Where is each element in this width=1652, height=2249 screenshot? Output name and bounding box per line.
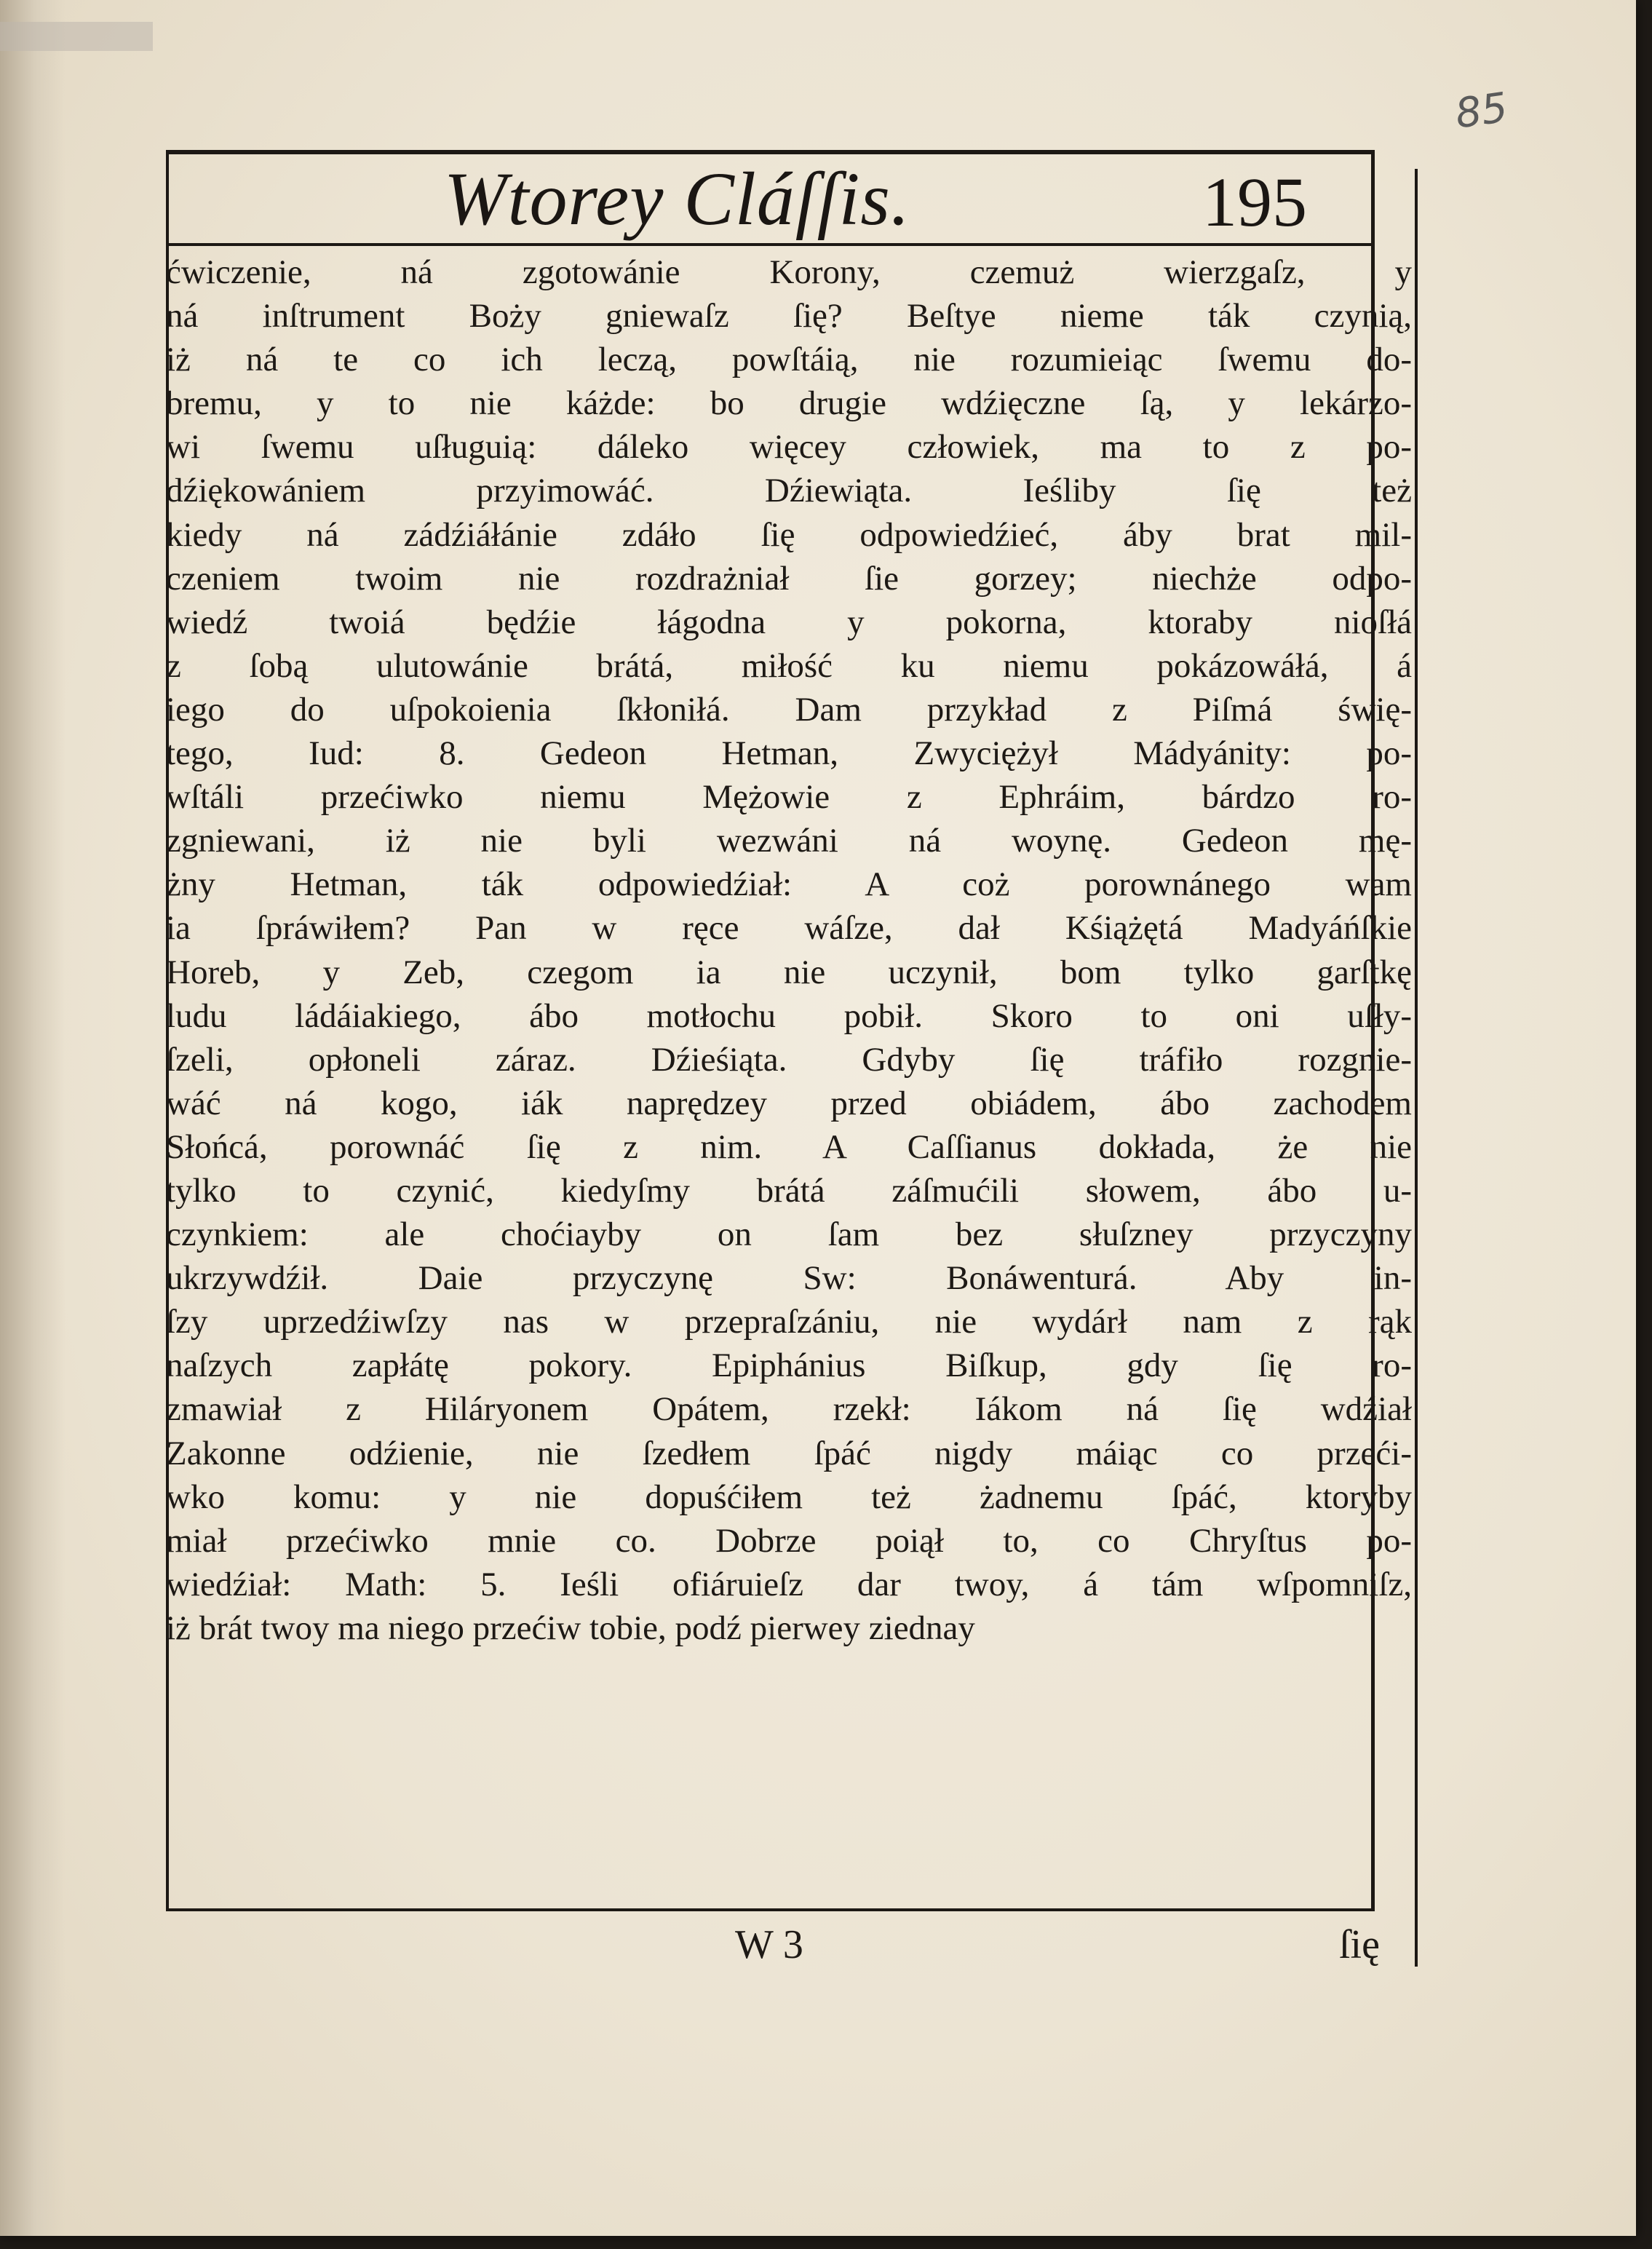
- text-line: naſzych zapłátę pokory. Epiphánius Biſkup, gdy ſię ro-: [166, 1346, 1412, 1385]
- page-number: 195: [1202, 163, 1307, 241]
- text-line: wiedźiał: Math: 5. Ieśli ofiáruieſz dar twoy, á tám wſpomniſz,: [166, 1565, 1412, 1603]
- text-line: wi ſwemu uſługuią: dáleko więcey człowiek, ma to z po-: [166, 428, 1412, 467]
- text-line: zmawiał z Hiláryonem Opátem, rzekł: Iákom ná ſię wdźiał: [166, 1390, 1412, 1429]
- page-gutter-shadow: [0, 0, 65, 2236]
- text-line: miał przećiwko mnie co. Dobrze poiął to, co Chryſtus po-: [166, 1521, 1412, 1560]
- text-line: ćwiczenie, ná zgotowánie Korony, czemuż wierzgaſz, y: [166, 253, 1412, 291]
- text-line: czynkiem: ale choćiayby on ſam bez słuſzney przyczyny: [166, 1215, 1412, 1254]
- text-line: Słońcá, porownáć ſię z nim. A Caſſianus dokłada, że nie: [166, 1127, 1412, 1166]
- text-line: ludu ládáiakiego, ábo motłochu pobił. Skoro to oni uſły-: [166, 996, 1412, 1035]
- text-line: wſtáli przećiwko niemu Mężowie z Ephráim, bárdzo ro-: [166, 778, 1412, 817]
- text-line: wiedź twoiá będźie łágodna y pokorna, ktoraby nioſłá: [166, 603, 1412, 641]
- text-line: Horeb, y Zeb, czegom ia nie uczynił, bom tylko garſtkę: [166, 953, 1412, 991]
- frame-right-outer-rule: [1415, 169, 1418, 1967]
- header-bottom-rule: [166, 243, 1371, 246]
- signature-mark: W 3: [735, 1922, 803, 1967]
- text-line: iż ná te co ich leczą, powſtáią, nie rozumieiąc ſwemu do-: [166, 341, 1412, 379]
- text-line: ná inſtrument Boży gniewaſz ſię? Beſtye nieme ták czynią,: [166, 297, 1412, 336]
- text-line: wáć ná kogo, iák naprędzey przed obiádem, ábo zachodem: [166, 1084, 1412, 1122]
- text-line: Zakonne odźienie, nie ſzedłem ſpáć nigdy máiąc co przeći-: [166, 1434, 1412, 1472]
- text-line: ia ſpráwiłem? Pan w ręce wáſze, dał Kśiążętá Madyáńſkie: [166, 909, 1412, 948]
- text-line: dźiękowániem przyimowáć. Dźiewiąta. Ieśliby ſię też: [166, 472, 1412, 510]
- frame-bottom-rule: [166, 1908, 1374, 1911]
- text-line: tego, Iud: 8. Gedeon Hetman, Zwyciężył Mádyánity: po-: [166, 734, 1412, 773]
- folio-annotation: 85: [1452, 84, 1511, 138]
- text-line: żny Hetman, ták odpowiedźiał: A coż porownánego wam: [166, 865, 1412, 904]
- text-line: kiedy ná zádźiáłánie zdáło ſię odpowiedźieć, áby brat mil-: [166, 515, 1412, 554]
- text-line: tylko to czynić, kiedyſmy brátá záſmućili słowem, ábo u-: [166, 1171, 1412, 1210]
- text-line: ſzeli, opłoneli záraz. Dźieśiąta. Gdyby ſię tráfiło rozgnie-: [166, 1040, 1412, 1079]
- text-line: ſzy uprzedźiwſzy nas w przepraſzániu, nie wydárł nam z rąk: [166, 1303, 1412, 1341]
- text-line: z ſobą ulutowánie brátá, miłość ku niemu pokázowáłá, á: [166, 646, 1412, 685]
- text-line: wko komu: y nie dopuśćiłem też żadnemu ſpáć, ktoryby: [166, 1477, 1412, 1516]
- catchword: ſię: [1339, 1922, 1380, 1967]
- text-line: iego do uſpokoienia ſkłoniłá. Dam przykład z Piſmá świę-: [166, 690, 1412, 729]
- tape-stain: [0, 22, 153, 51]
- body-text: [166, 250, 1412, 1650]
- text-line: ukrzywdźił. Daie przyczynę Sw: Bonáwenturá. Aby in-: [166, 1259, 1412, 1298]
- header-top-rule: [166, 150, 1371, 154]
- text-line: iż brát twoy ma niego przećiw tobie, podź pierwey ziednay: [166, 1609, 975, 1647]
- text-line: zgniewani, iż nie byli wezwáni ná woynę. Gedeon mę-: [166, 822, 1412, 860]
- text-line: czeniem twoim nie rozdrażniał ſie gorzey; niechże odpo-: [166, 559, 1412, 598]
- running-title: Wtorey Cláſſis.: [444, 157, 910, 241]
- text-line: bremu, y to nie káżde: bo drugie wdźięczne ſą, y lekárzo-: [166, 384, 1412, 423]
